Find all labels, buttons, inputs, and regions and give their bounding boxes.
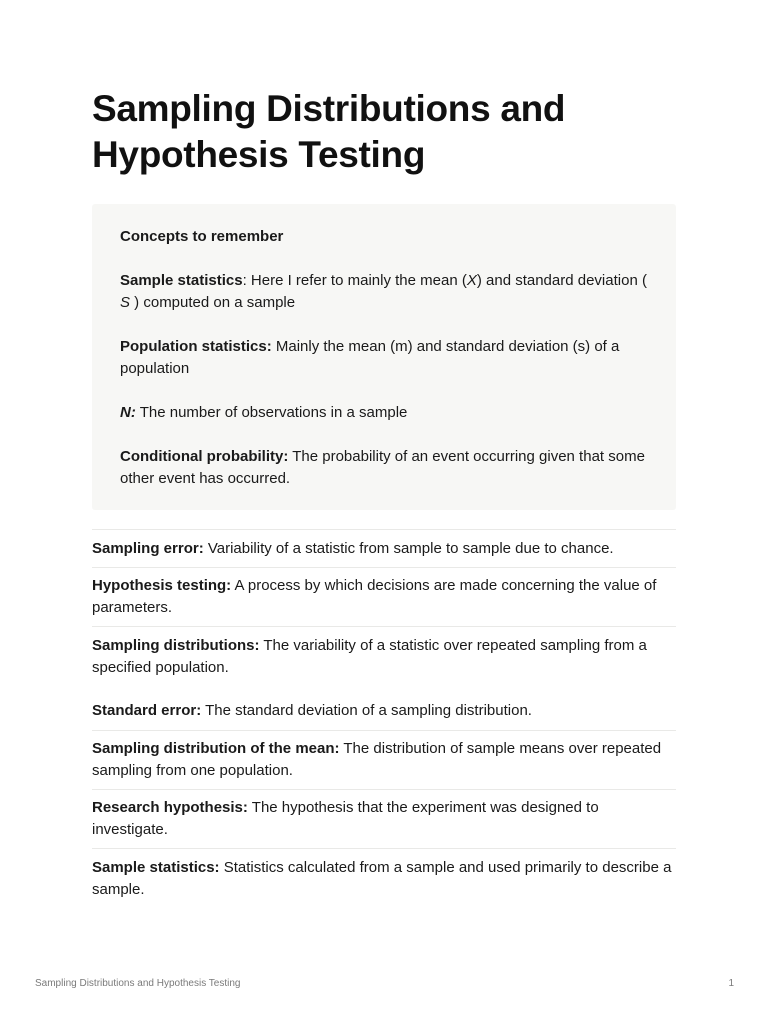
definition-item (92, 789, 676, 848)
concept-text: Here I refer to mainly the mean ( (246, 272, 467, 289)
concept-term: Sample statistics (120, 272, 243, 289)
concept-text: The probability of an event occurring given that some other event has occurred. (120, 448, 645, 487)
definition-term: Standard error: (92, 702, 202, 719)
concepts-heading: Concepts to remember (120, 228, 284, 245)
concept-population-statistics (120, 336, 648, 380)
definition-text: Variability of a statistic from sample to sample due to chance. (203, 540, 614, 557)
definition-text: Statistics calculated from a sample and used primarily to describe a sample. (92, 859, 672, 898)
concept-conditional-probability (120, 446, 648, 490)
definition-item (92, 848, 676, 908)
definition-list (92, 529, 676, 908)
definition-term: Sampling distributions: (92, 637, 260, 654)
definition-item (92, 626, 676, 700)
definition-term: Research hypothesis: (92, 799, 248, 816)
variable-x: X (466, 272, 477, 289)
definition-text: The distribution of sample means over repeated sampling from one population. (92, 740, 662, 779)
definition-text: The standard deviation of a sampling distribution. (201, 702, 532, 719)
concept-term: Population statistics: (120, 338, 272, 355)
concepts-callout (92, 204, 676, 510)
concept-n (120, 402, 648, 424)
definition-text: A process by which decisions are made concerning the value of parameters. (92, 577, 657, 616)
definition-item (92, 700, 676, 730)
page-title: Sampling Distributions and Hypothesis Testing (92, 88, 566, 175)
concept-text: ) computed on a sample (130, 294, 296, 311)
definition-term: Sample statistics: (92, 859, 220, 876)
concept-text: ) and standard deviation ( (476, 272, 647, 289)
definition-term: Sampling error: (92, 540, 204, 557)
concept-term: N: (120, 404, 136, 421)
footer-page-number: 1 (728, 978, 734, 989)
variable-s: S (120, 294, 131, 311)
footer-document-title: Sampling Distributions and Hypothesis Testing (35, 978, 241, 989)
definition-text: The variability of a statistic over repeated sampling from a specified population. (92, 637, 647, 676)
concept-text: The number of observations in a sample (135, 404, 408, 421)
definition-term: Sampling distribution of the mean: (92, 740, 340, 757)
concept-text: Mainly the mean (m) and standard deviation (s) of a population (120, 338, 620, 377)
concept-term: Conditional probability: (120, 448, 289, 465)
definition-item (92, 567, 676, 626)
definition-item (92, 529, 676, 567)
concept-term-separator: : (242, 272, 247, 289)
definition-text: The hypothesis that the experiment was designed to investigate. (92, 799, 599, 838)
definition-item (92, 730, 676, 789)
concept-sample-statistics (120, 270, 648, 314)
definition-term: Hypothesis testing: (92, 577, 232, 594)
